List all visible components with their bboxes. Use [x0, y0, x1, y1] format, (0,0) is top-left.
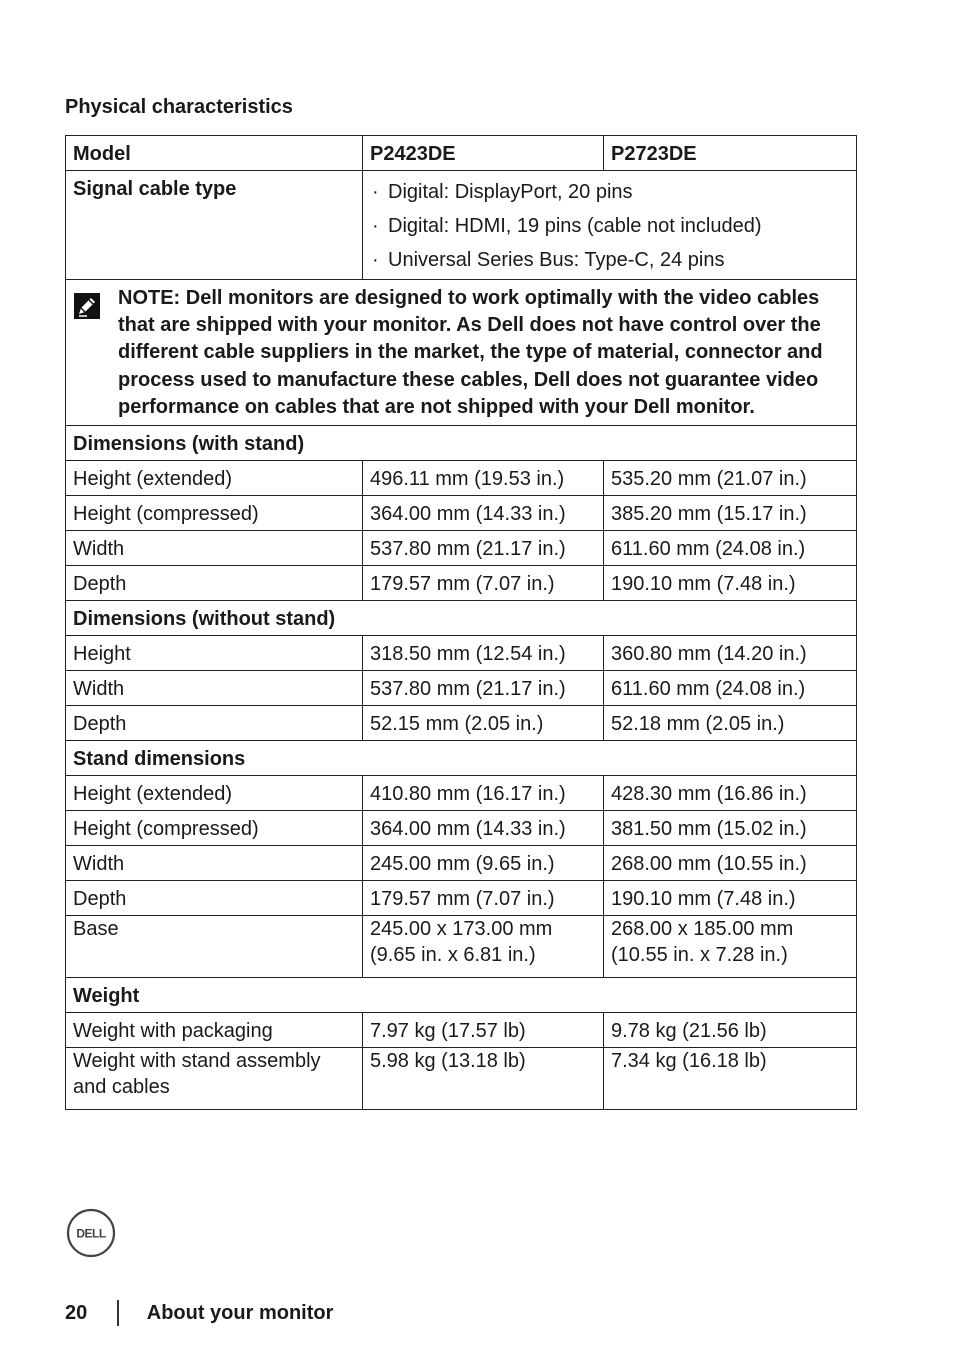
row-label: Height (extended)	[66, 461, 363, 496]
table-row	[66, 636, 857, 671]
weight-title: Weight	[66, 978, 857, 1013]
row-value-p2423de: 410.80 mm (16.17 in.)	[363, 776, 604, 811]
row-value-p2723de: 381.50 mm (15.02 in.)	[604, 811, 857, 846]
row-value-p2723de: 611.60 mm (24.08 in.)	[604, 531, 857, 566]
row-label: Base	[66, 916, 363, 978]
note-pencil-icon	[73, 292, 101, 320]
row-value-p2423de: 537.80 mm (21.17 in.)	[363, 531, 604, 566]
row-value-p2423de: 496.11 mm (19.53 in.)	[363, 461, 604, 496]
row-label: Width	[66, 846, 363, 881]
dim-without-stand-title: Dimensions (without stand)	[66, 601, 857, 636]
row-label: Weight with packaging	[66, 1013, 363, 1048]
row-value-p2423de: 5.98 kg (13.18 lb)	[363, 1048, 604, 1110]
base-value-line: 268.00 x 185.00 mm	[611, 918, 794, 941]
row-label: Height (compressed)	[66, 496, 363, 531]
row-label: Depth	[66, 706, 363, 741]
row-value-p2423de: 364.00 mm (14.33 in.)	[363, 496, 604, 531]
row-value-p2723de: 611.60 mm (24.08 in.)	[604, 671, 857, 706]
row-label: Height (extended)	[66, 776, 363, 811]
footer-section-title: About your monitor	[146, 1301, 334, 1324]
row-value-p2723de: 190.10 mm (7.48 in.)	[604, 881, 857, 916]
table-row	[66, 776, 857, 811]
signal-cable-values	[363, 171, 857, 280]
dell-logo-text: DELL	[76, 1226, 106, 1241]
note-row	[66, 280, 857, 426]
row-label: Depth	[66, 881, 363, 916]
base-value-line: (10.55 in. x 7.28 in.)	[611, 944, 788, 967]
table-row	[66, 1013, 857, 1048]
row-value-p2723de: 9.78 kg (21.56 lb)	[604, 1013, 857, 1048]
table-row	[66, 881, 857, 916]
table-row	[66, 706, 857, 741]
row-value-p2723de	[604, 916, 857, 978]
table-row	[66, 1048, 857, 1110]
row-value-p2423de: 537.80 mm (21.17 in.)	[363, 671, 604, 706]
signal-cable-label: Signal cable type	[66, 171, 363, 280]
table-row	[66, 916, 857, 978]
row-value-p2423de: 364.00 mm (14.33 in.)	[363, 811, 604, 846]
section-title: Physical characteristics	[65, 96, 293, 118]
section-row	[66, 741, 857, 776]
label-line: and cables	[73, 1076, 170, 1099]
row-value-p2723de: 385.20 mm (15.17 in.)	[604, 496, 857, 531]
section-row	[66, 426, 857, 461]
row-value-p2423de: 245.00 mm (9.65 in.)	[363, 846, 604, 881]
row-value-p2723de: 52.18 mm (2.05 in.)	[604, 706, 857, 741]
page-number: 20	[65, 1301, 88, 1324]
list-item: · Digital: DisplayPort, 20 pins	[370, 175, 849, 209]
row-value-p2723de: 428.30 mm (16.86 in.)	[604, 776, 857, 811]
row-value-p2423de: 179.57 mm (7.07 in.)	[363, 566, 604, 601]
row-value-p2723de: 360.80 mm (14.20 in.)	[604, 636, 857, 671]
section-row	[66, 978, 857, 1013]
table-row	[66, 461, 857, 496]
table-row	[66, 566, 857, 601]
table-row	[66, 531, 857, 566]
section-row	[66, 601, 857, 636]
footer-divider	[117, 1300, 119, 1326]
table-row	[66, 671, 857, 706]
row-value-p2423de: 7.97 kg (17.57 lb)	[363, 1013, 604, 1048]
base-value-line: 245.00 x 173.00 mm	[370, 918, 553, 941]
row-value-p2423de: 179.57 mm (7.07 in.)	[363, 881, 604, 916]
table-row	[66, 811, 857, 846]
row-value-p2723de: 268.00 mm (10.55 in.)	[604, 846, 857, 881]
list-item: · Universal Series Bus: Type-C, 24 pins	[370, 243, 849, 277]
row-label: Width	[66, 531, 363, 566]
list-item: · Digital: HDMI, 19 pins (cable not included)	[370, 209, 849, 243]
row-value-p2723de: 190.10 mm (7.48 in.)	[604, 566, 857, 601]
label-line: Weight with stand assembly	[73, 1050, 321, 1073]
row-label	[66, 1048, 363, 1110]
signal-cable-list	[370, 171, 849, 279]
header-model: Model	[66, 136, 363, 171]
table-row	[66, 496, 857, 531]
row-value-p2423de: 52.15 mm (2.05 in.)	[363, 706, 604, 741]
header-row	[66, 136, 857, 171]
row-value-p2423de: 318.50 mm (12.54 in.)	[363, 636, 604, 671]
signal-cable-row	[66, 171, 857, 280]
note-text: NOTE: Dell monitors are designed to work optimally with the video cables that are shipped with your monitor. As Dell does not have control over the different cable suppliers in the market, the type of material, connector and process used to manufacture these cables, Dell does not guarantee video performance on cables that are not shipped with your Dell monitor.	[118, 287, 823, 418]
row-value-p2723de: 535.20 mm (21.07 in.)	[604, 461, 857, 496]
physical-characteristics-table	[65, 135, 857, 1110]
row-value-p2723de: 7.34 kg (16.18 lb)	[604, 1048, 857, 1110]
stand-dimensions-title: Stand dimensions	[66, 741, 857, 776]
dell-logo-icon	[66, 1208, 116, 1258]
page-footer	[65, 1300, 333, 1326]
header-p2423de: P2423DE	[363, 136, 604, 171]
header-p2723de: P2723DE	[604, 136, 857, 171]
dim-with-stand-title: Dimensions (with stand)	[66, 426, 857, 461]
row-label: Height	[66, 636, 363, 671]
row-label: Depth	[66, 566, 363, 601]
table-row	[66, 846, 857, 881]
row-label: Height (compressed)	[66, 811, 363, 846]
row-value-p2423de	[363, 916, 604, 978]
base-value-line: (9.65 in. x 6.81 in.)	[370, 944, 536, 967]
row-label: Width	[66, 671, 363, 706]
note-cell	[66, 280, 857, 426]
